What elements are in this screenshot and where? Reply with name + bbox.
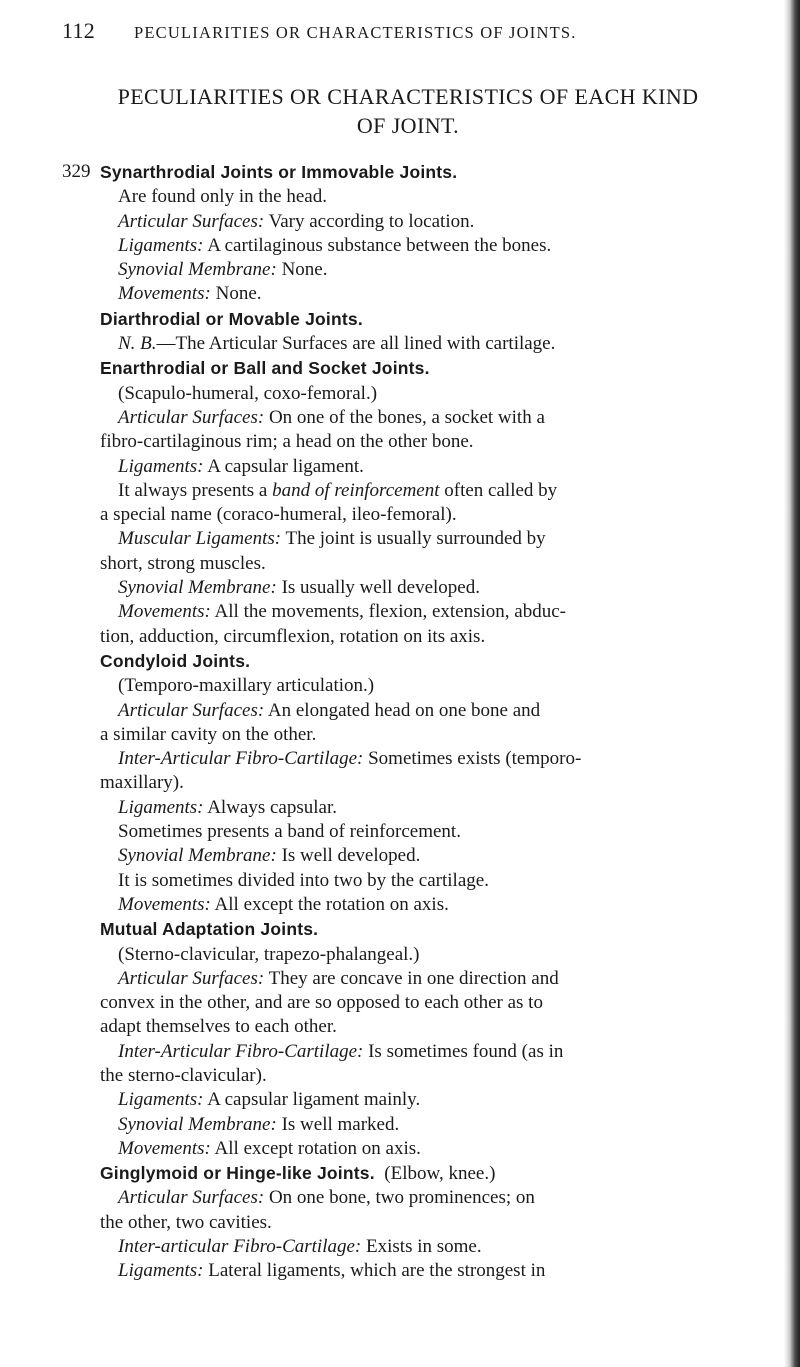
section-heading xyxy=(0,1161,800,1186)
field-label: Inter-Articular Fibro-Cartilage: xyxy=(118,748,364,770)
text-line xyxy=(0,1235,800,1259)
text-line xyxy=(0,1088,800,1112)
section-heading xyxy=(0,307,800,332)
text-line xyxy=(0,503,800,527)
field-label: Articular Surfaces: xyxy=(118,406,265,428)
text-line xyxy=(0,893,800,917)
page-number: 112 xyxy=(62,18,96,43)
page-title xyxy=(58,82,758,140)
line-text: Is well developed. xyxy=(276,845,421,867)
running-title: PECULIARITIES OR CHARACTERISTICS OF JOINTS. xyxy=(134,23,577,42)
text-line xyxy=(0,1113,800,1137)
text-line xyxy=(0,1064,800,1088)
field-label: Articular Surfaces: xyxy=(118,210,265,232)
text-line xyxy=(0,576,800,600)
text-line xyxy=(0,210,800,234)
section-heading xyxy=(0,649,800,674)
line-text: On one of the bones, a socket with a xyxy=(264,406,545,428)
heading-text: Diarthrodial or Movable Joints. xyxy=(100,308,363,329)
text-line xyxy=(0,796,800,820)
line-text: tion, adduction, circumflexion, rotation on its axis. xyxy=(100,625,486,647)
field-label: Articular Surfaces: xyxy=(118,967,265,989)
text-line xyxy=(0,723,800,747)
line-text: All the movements, flexion, extension, abduc- xyxy=(210,601,566,623)
text-line xyxy=(0,1211,800,1235)
line-text: All except the rotation on axis. xyxy=(210,893,449,915)
line-text: maxillary). xyxy=(100,772,184,794)
line-text: a similar cavity on the other. xyxy=(100,723,317,745)
field-label: Ligaments: xyxy=(118,234,204,256)
text-line xyxy=(0,1040,800,1064)
field-label: Ligaments: xyxy=(118,1089,204,1111)
field-label: Inter-articular Fibro-Cartilage: xyxy=(118,1236,362,1258)
line-text: fibro-cartilaginous rim; a head on the other bone. xyxy=(100,431,474,453)
line-text: convex in the other, and are so opposed to each other as to xyxy=(100,992,543,1014)
section-number: 329 xyxy=(62,161,91,182)
field-label: Synovial Membrane: xyxy=(118,577,277,599)
line-text: The joint is usually surrounded by xyxy=(281,528,546,550)
line-text: Exists in some. xyxy=(361,1236,482,1258)
field-label: Movements: xyxy=(118,893,211,915)
line-text: —The Articular Surfaces are all lined with cartilage. xyxy=(156,333,556,355)
running-head xyxy=(62,18,762,44)
field-label: Movements: xyxy=(118,283,211,305)
section-heading xyxy=(0,356,800,381)
line-text: Sometimes presents a band of reinforcement. xyxy=(118,821,461,843)
text-line xyxy=(0,382,800,406)
text-line xyxy=(0,625,800,649)
line-text: (Temporo-maxillary articulation.) xyxy=(118,675,375,697)
text-line xyxy=(0,674,800,698)
line-text: All except rotation on axis. xyxy=(210,1137,421,1159)
line-text: It always presents a xyxy=(118,479,273,501)
text-line xyxy=(0,258,800,282)
field-label: Articular Surfaces: xyxy=(118,699,265,721)
line-text: A cartilaginous substance between the bones. xyxy=(203,234,552,256)
text-line xyxy=(0,820,800,844)
line-tail-text: often called by xyxy=(439,479,558,501)
line-text: Is usually well developed. xyxy=(276,577,480,599)
line-text: It is sometimes divided into two by the cartilage. xyxy=(118,869,489,891)
line-text: Always capsular. xyxy=(203,796,338,818)
text-line xyxy=(0,430,800,454)
line-text: A capsular ligament. xyxy=(203,455,364,477)
text-line xyxy=(0,699,800,723)
field-label: Ligaments: xyxy=(118,455,204,477)
field-label: Synovial Membrane: xyxy=(118,259,277,281)
heading-text: Mutual Adaptation Joints. xyxy=(100,919,319,940)
line-text: An elongated head on one bone and xyxy=(264,699,541,721)
heading-text: Enarthrodial or Ball and Socket Joints. xyxy=(100,358,430,379)
line-text: a special name (coraco-humeral, ileo-femoral). xyxy=(100,504,457,526)
text-line xyxy=(0,747,800,771)
text-line xyxy=(0,967,800,991)
line-text: Are found only in the head. xyxy=(118,186,327,208)
field-label: Movements: xyxy=(118,601,211,623)
text-line xyxy=(0,1259,800,1283)
page-title-line-1: PECULIARITIES OR CHARACTERISTICS OF EACH KIND xyxy=(117,84,699,109)
field-label: Inter-Articular Fibro-Cartilage: xyxy=(118,1040,364,1062)
line-text: Vary according to location. xyxy=(264,210,475,232)
line-text: None. xyxy=(210,283,262,305)
field-label: Synovial Membrane: xyxy=(118,1113,277,1135)
field-label: Synovial Membrane: xyxy=(118,845,277,867)
field-label: Ligaments: xyxy=(118,796,204,818)
text-line xyxy=(0,332,800,356)
section-heading xyxy=(0,160,800,185)
line-text: Lateral ligaments, which are the strongest in xyxy=(203,1260,546,1282)
page-title-line-2: OF JOINT. xyxy=(356,113,460,138)
line-text: On one bone, two prominences; on xyxy=(264,1187,535,1209)
text-line xyxy=(0,406,800,430)
line-text: Is sometimes found (as in xyxy=(363,1040,564,1062)
text-line xyxy=(0,600,800,624)
text-line xyxy=(0,771,800,795)
text-line xyxy=(0,282,800,306)
heading-text: Ginglymoid or Hinge-like Joints. xyxy=(100,1163,375,1184)
text-line xyxy=(0,844,800,868)
text-line xyxy=(0,1015,800,1039)
line-text: the sterno-clavicular). xyxy=(100,1064,267,1086)
section-heading xyxy=(0,917,800,942)
heading-text: Synarthrodial Joints or Immovable Joints. xyxy=(100,162,458,182)
line-text: (Scapulo-humeral, coxo-femoral.) xyxy=(118,382,378,404)
field-label: Muscular Ligaments: xyxy=(118,528,282,550)
text-line xyxy=(0,527,800,551)
text-line xyxy=(0,869,800,893)
text-line xyxy=(0,455,800,479)
line-text: adapt themselves to each other. xyxy=(100,1016,337,1038)
line-text: They are concave in one direction and xyxy=(264,967,559,989)
text-line xyxy=(0,1186,800,1210)
heading-text: Condyloid Joints. xyxy=(100,650,251,671)
text-line xyxy=(0,943,800,967)
field-label: Movements: xyxy=(118,1137,211,1159)
line-text: A capsular ligament mainly. xyxy=(203,1089,421,1111)
text-line xyxy=(0,552,800,576)
line-text: (Sterno-clavicular, trapezo-phalangeal.) xyxy=(118,943,420,965)
line-text: None. xyxy=(276,259,328,281)
field-label: Articular Surfaces: xyxy=(118,1187,265,1209)
emphasis-text: band of reinforcement xyxy=(272,479,440,501)
line-text: Is well marked. xyxy=(276,1113,400,1135)
line-text: the other, two cavities. xyxy=(100,1211,272,1233)
line-tail-text: (Elbow, knee.) xyxy=(374,1163,496,1185)
document-body xyxy=(0,160,800,1284)
field-label: N. B. xyxy=(118,333,157,355)
line-text: short, strong muscles. xyxy=(100,552,266,574)
text-line xyxy=(0,1137,800,1161)
text-line xyxy=(0,234,800,258)
text-line xyxy=(0,185,800,209)
text-line xyxy=(0,991,800,1015)
field-label: Ligaments: xyxy=(118,1260,204,1282)
text-line xyxy=(0,479,800,503)
line-text: Sometimes exists (temporo- xyxy=(363,748,582,770)
